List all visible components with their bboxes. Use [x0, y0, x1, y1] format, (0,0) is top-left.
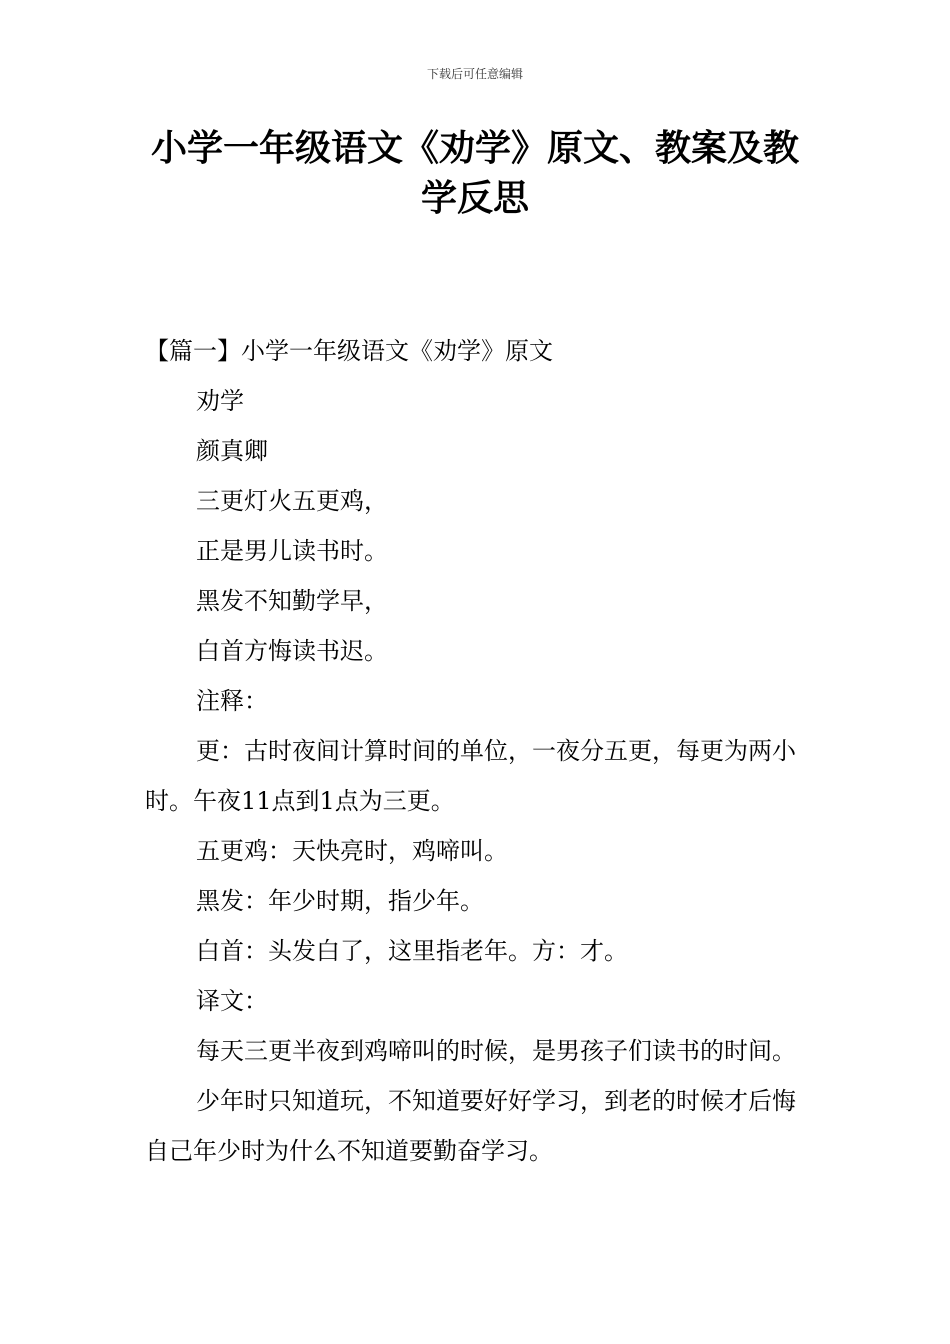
note-item: 更：古时夜间计算时间的单位，一夜分五更，每更为两小时。午夜11点到1点为三更。	[145, 737, 796, 815]
poem-author: 颜真卿	[196, 437, 268, 465]
translation-paragraph: 每天三更半夜到鸡啼叫的时候，是男孩子们读书的时间。	[196, 1037, 796, 1065]
poem-line: 三更灯火五更鸡，	[196, 487, 388, 515]
translation-paragraph: 少年时只知道玩，不知道要好好学习，到老的时候才后悔自己年少时为什么不知道要勤奋学习。	[145, 1087, 796, 1165]
translation-label: 译文：	[196, 987, 268, 1015]
document-body	[145, 326, 807, 1176]
notes-label: 注释：	[196, 687, 268, 715]
note-item: 白首：头发白了，这里指老年。方：才。	[196, 937, 628, 965]
poem-title: 劝学	[196, 387, 244, 415]
note-item: 黑发：年少时期，指少年。	[196, 887, 484, 915]
header-note: 下载后可任意编辑	[426, 67, 523, 81]
note-item: 五更鸡：天快亮时，鸡啼叫。	[196, 837, 508, 865]
poem-line: 正是男儿读书时。	[196, 537, 388, 565]
poem-line: 白首方悔读书迟。	[196, 637, 388, 665]
section-heading: 【篇一】小学一年级语文《劝学》原文	[145, 337, 553, 365]
document-title: 小学一年级语文《劝学》原文、教案及教学反思	[150, 128, 799, 219]
poem-line: 黑发不知勤学早，	[196, 587, 388, 615]
